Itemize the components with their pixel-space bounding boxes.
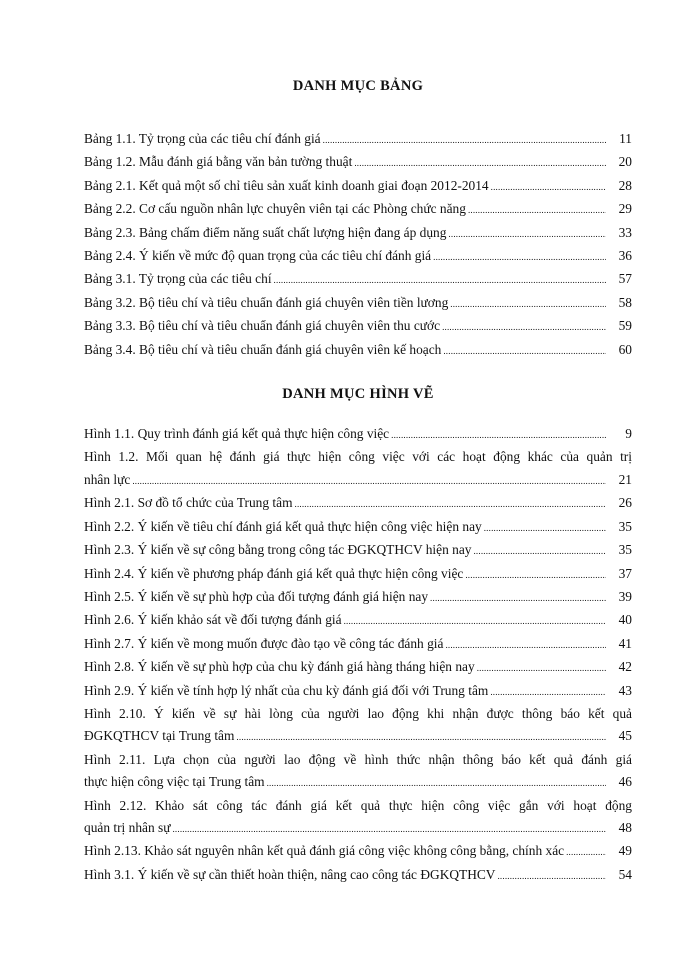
entry-label: Bảng 3.4. Bộ tiêu chí và tiêu chuẩn đánh giá chuyên viên kế hoạch [84,341,442,357]
toc-entry[interactable] [84,423,632,446]
entry-page: 33 [618,224,632,240]
entry-label-line1: Hình 2.10. Ý kiến về sự hài lòng của người lao động khi nhận được thông báo kết quả [84,705,632,721]
entry-label: Bảng 1.2. Mẫu đánh giá bằng văn bản tường thuật [84,154,353,170]
entry-page: 36 [618,248,632,264]
entry-page: 58 [618,294,632,310]
entry-page: 57 [618,271,632,287]
entry-label: Hình 2.8. Ý kiến về sự phù hợp của chu kỳ đánh giá hàng tháng hiện nay [84,659,475,675]
toc-entry[interactable] [84,609,632,632]
toc-entry[interactable] [84,680,632,703]
entry-label: nhân lực [84,471,131,487]
entry-page: 11 [619,131,632,146]
toc-entry[interactable] [84,151,632,174]
entry-label: thực hiện công việc tại Trung tâm [84,774,265,790]
entry-page: 54 [618,866,632,882]
toc-entry[interactable] [84,539,632,562]
entry-page: 48 [618,819,632,835]
toc-entry[interactable] [84,563,632,586]
toc-entry[interactable] [84,516,632,539]
entry-label: Bảng 3.1. Tỷ trọng của các tiêu chí [84,271,272,287]
tables-heading: DANH MỤC BẢNG [292,78,424,94]
figures-list [84,423,632,887]
toc-entry[interactable] [84,292,632,315]
entry-page: 42 [618,659,632,675]
entry-label: Hình 2.1. Sơ đồ tổ chức của Trung tâm [84,495,293,511]
entry-label: Hình 2.6. Ý kiến khảo sát về đối tượng đánh giá [84,612,342,628]
entry-page: 26 [618,495,632,511]
entry-label: Hình 2.7. Ý kiến về mong muốn được đào tạo về công tác đánh giá [84,635,444,651]
entry-label: Hình 2.13. Khảo sát nguyên nhân kết quả đánh giá công việc không công bằng, chính xác [84,843,565,859]
toc-entry[interactable] [84,703,632,749]
entry-label: Hình 2.5. Ý kiến về sự phù hợp của đối tượng đánh giá hiện nay [84,588,429,604]
entry-label-line1: Hình 2.12. Khảo sát công tác đánh giá kết quả thực hiện công việc gắn với hoạt động [84,797,632,813]
toc-entry[interactable] [84,656,632,679]
toc-entry[interactable] [84,840,632,863]
toc-entry[interactable] [84,339,632,362]
entry-label: ĐGKQTHCV tại Trung tâm [84,728,235,744]
entry-label: Bảng 2.2. Cơ cấu nguồn nhân lực chuyên viên tại các Phòng chức năng [84,201,466,217]
entry-label: Hình 2.3. Ý kiến về sự công bằng trong công tác ĐGKQTHCV hiện nay [84,542,472,558]
entry-label: Hình 2.4. Ý kiến về phương pháp đánh giá kết quả thực hiện công việc [84,565,464,581]
entry-label: Bảng 3.2. Bộ tiêu chí và tiêu chuẩn đánh giá chuyên viên tiền lương [84,294,449,310]
toc-entry[interactable] [84,198,632,221]
toc-page [84,78,632,887]
entry-page: 39 [618,588,632,604]
entry-label: Bảng 2.1. Kết quả một số chỉ tiêu sản xuất kinh doanh giai đoạn 2012-2014 [84,177,489,193]
entry-label: quản trị nhân sự [84,819,171,835]
entry-label: Hình 2.9. Ý kiến về tính hợp lý nhất của chu kỳ đánh giá đối với Trung tâm [84,682,489,698]
toc-entry[interactable] [84,315,632,338]
toc-entry[interactable] [84,492,632,515]
entry-label: Bảng 2.3. Bảng chấm điểm năng suất chất lượng hiện đang áp dụng [84,224,447,240]
entry-page: 35 [618,518,632,534]
entry-page: 21 [618,471,632,487]
entry-label: Hình 1.1. Quy trình đánh giá kết quả thực hiện công việc [84,426,390,442]
entry-page: 35 [618,542,632,558]
toc-entry[interactable] [84,222,632,245]
entry-page: 43 [618,682,632,698]
entry-page: 60 [618,341,632,357]
toc-entry[interactable] [84,245,632,268]
entry-page: 59 [618,318,632,334]
tables-list [84,128,632,362]
entry-page: 29 [618,201,632,217]
entry-page: 49 [618,843,632,859]
entry-page: 28 [618,177,632,193]
entry-label: Bảng 3.3. Bộ tiêu chí và tiêu chuẩn đánh giá chuyên viên thu cước [84,318,441,334]
entry-page: 37 [618,565,632,581]
toc-entry[interactable] [84,586,632,609]
entry-page: 41 [618,635,632,651]
toc-entry[interactable] [84,749,632,795]
figures-heading: DANH MỤC HÌNH VẼ [282,386,434,403]
toc-entry[interactable] [84,175,632,198]
entry-page: 40 [618,612,632,628]
entry-label-line1: Hình 1.2. Mối quan hệ đánh giá thực hiện công việc với các hoạt động khác của quản trị [84,449,632,465]
entry-label-line1: Hình 2.11. Lựa chọn của người lao động về hình thức nhận thông báo kết quả đánh giá [84,751,632,767]
entry-label: Bảng 1.1. Tỷ trọng của các tiêu chí đánh giá [84,131,321,146]
toc-entry[interactable] [84,864,632,887]
toc-entry[interactable] [84,128,632,151]
entry-label: Hình 2.2. Ý kiến về tiêu chí đánh giá kết quả thực hiện công việc hiện nay [84,518,482,534]
entry-page: 46 [618,774,632,790]
toc-entry[interactable] [84,633,632,656]
entry-page: 45 [618,728,632,744]
toc-entry[interactable] [84,268,632,291]
entry-label: Bảng 2.4. Ý kiến về mức độ quan trọng của các tiêu chí đánh giá [84,248,432,264]
toc-entry[interactable] [84,446,632,492]
toc-entry[interactable] [84,795,632,841]
entry-page: 20 [618,154,632,170]
entry-page: 9 [625,426,632,442]
entry-label: Hình 3.1. Ý kiến về sự cần thiết hoàn thiện, nâng cao công tác ĐGKQTHCV [84,866,496,882]
